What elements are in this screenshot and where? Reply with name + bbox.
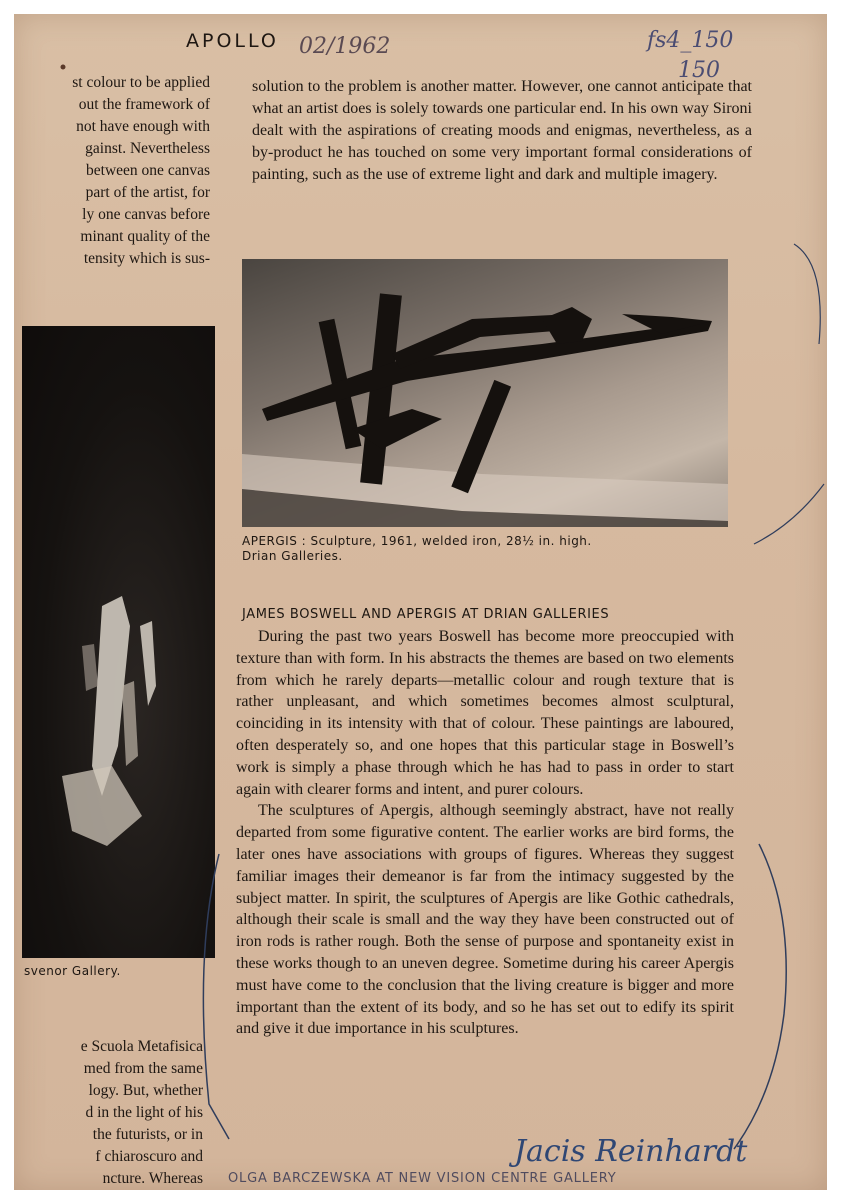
- text-line: tensity which is sus-: [83, 250, 210, 267]
- section-heading: JAMES BOSWELL AND APERGIS AT DRIAN GALLERIES: [242, 607, 610, 622]
- article-paragraph: During the past two years Boswell has become more preoccupied with texture than with form. In his abstracts the themes are based on two elements from which he rarely departs—metallic colour and rough texture that is rather unpleasant, and which sometimes becomes almost sculptural, coinciding in its intensity with that of colour. These paintings are laboured, often desperately so, and one hopes that this particular stage in Boswell’s work is simply a phase through which he has had to pass in order to start again with clearer forms and intent, and purer colours.: [236, 628, 734, 798]
- handwritten-bracket-right: [734, 844, 786, 1149]
- text-line: part of the artist, for: [85, 184, 210, 201]
- text-line: f chiaroscuro and: [95, 1148, 203, 1165]
- text-line: ly one canvas before: [82, 206, 210, 223]
- text-line: ncture. Whereas: [102, 1170, 203, 1187]
- sculpture-photo: [242, 259, 728, 527]
- text-line: med from the same: [83, 1060, 203, 1077]
- ink-dot: [61, 65, 66, 70]
- article-paragraph: The sculptures of Apergis, although seemingly abstract, have not really departed from some figurative content. The earlier works are bird forms, the later ones have associations with groups of figures. Whereas they suggest familiar images their demeanor is far from the intimacy suggested by the subject matter. In spirit, the sculptures of Apergis are like Gothic cathedrals, although their scale is small and the way they have been constructed out of iron rods is rather rough. Both the sense of purpose and spontaneity exist in these works though to an uneven degree. Sometime during his career Apergis must have come to the conclusion that the living creature is bigger and more important than the extent of its body, and so he has set out to edify its spirit and give it due importance in his sculptures.: [236, 802, 734, 1038]
- painting-photo: [22, 326, 215, 958]
- caption-line: APERGIS : Sculpture, 1961, welded iron, 28½ in. high.: [242, 534, 592, 548]
- caption-line: Drian Galleries.: [242, 549, 343, 563]
- sculpture-image: [242, 259, 728, 527]
- left-column-top-text: [14, 72, 214, 270]
- sculpture-caption: [242, 534, 592, 564]
- handwritten-reference-number: 150: [678, 58, 720, 83]
- text-line: not have enough with: [76, 118, 210, 135]
- right-column-top-text: solution to the problem is another matter. However, one cannot anticipate that what an artist does is solely towards one particular end. In his own way Sironi dealt with the aspirations of creating moods and enigmas, nevertheless, as a by-product he has touched on some very important formal considerations of painting, such as the use of extreme light and dark and multiple imagery.: [252, 78, 752, 183]
- text-line: gainst. Nevertheless: [85, 140, 210, 157]
- next-section-heading: OLGA BARCZEWSKA AT NEW VISION CENTRE GALLERY: [228, 1171, 617, 1186]
- text-line: logy. But, whether: [88, 1082, 203, 1099]
- clipping-page: [14, 14, 827, 1190]
- left-column-bottom-text: [14, 1036, 207, 1190]
- handwritten-signature: Jacis Reinhardt: [514, 1134, 748, 1169]
- article-body: [236, 626, 734, 1040]
- magazine-title: APOLLO: [186, 30, 279, 52]
- text-line: between one canvas: [86, 162, 210, 179]
- pen-stroke: [794, 244, 820, 344]
- text-line: e Scuola Metafisica: [80, 1038, 203, 1055]
- text-line: the futurists, or in: [92, 1126, 203, 1143]
- handwritten-reference: fs4_150: [647, 28, 734, 53]
- text-line: out the framework of: [78, 96, 210, 113]
- painting-image: [22, 326, 215, 958]
- text-line: d in the light of his: [85, 1104, 203, 1121]
- text-line: minant quality of the: [80, 228, 210, 245]
- pen-stroke: [754, 484, 824, 544]
- painting-caption: svenor Gallery.: [24, 964, 121, 978]
- text-line: st colour to be applied: [72, 74, 210, 91]
- handwritten-date: 02/1962: [299, 34, 391, 59]
